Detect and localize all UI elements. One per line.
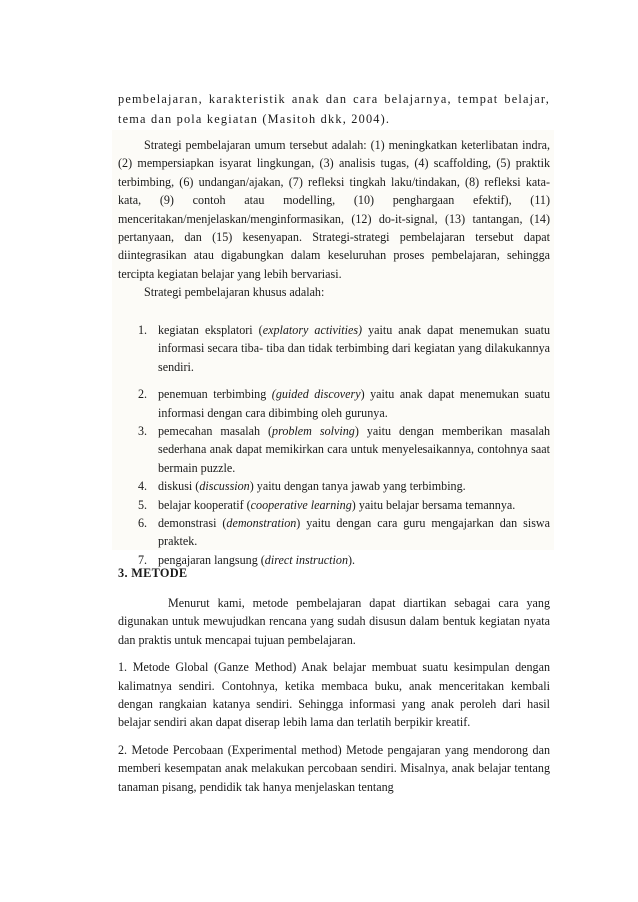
list-item bbox=[118, 496, 550, 514]
general-strategy-paragraph: Strategi pembelajaran umum tersebut adalah: (1) meningkatkan keterlibatan indra, (2) mempersiapkan isyarat lingkungan, (3) analisis tugas, (4) scaffolding, (5) praktik terbimbing, (6) undangan/ajakan, (7) refleksi tingkah laku/tindakan, (8) refleksi kata-kata, (9) contoh atau modelling, (10) penghargaan efektif), (11) menceritakan/menjelaskan/menginformasikan, (12) do-it-signal, (13) tantangan, (14) pertanyaan, dan (15) kesenyapan. Strategi-strategi pembelajaran tersebut dapat diintegrasikan atau digabungkan dalam keseluruhan proses pembelajaran, sehingga tercipta kegiatan belajar yang lebih bervariasi. bbox=[118, 138, 550, 281]
list-item-term: demonstration bbox=[226, 516, 297, 531]
special-strategy-list bbox=[118, 321, 550, 569]
special-strategy-intro: Strategi pembelajaran khusus adalah: bbox=[144, 285, 325, 299]
list-item-text: ) yaitu belajar bersama temannya. bbox=[351, 497, 516, 512]
method-section-body bbox=[118, 594, 550, 805]
list-item-term: problem solving bbox=[272, 424, 355, 439]
list-item-number: 6. bbox=[138, 516, 148, 531]
list-item-text: kegiatan eksplatori ( bbox=[158, 323, 263, 337]
section-heading: 3. METODE bbox=[118, 566, 188, 580]
list-item-text: demonstrasi ( bbox=[158, 516, 227, 531]
list-item-text: ) yaitu dengan memberikan masalah sederhana anak dapat memikirkan cara untuk menyelesaikannya, contohnya saat bermain puzzle. bbox=[158, 424, 550, 475]
list-item-text: penemuan terbimbing bbox=[158, 387, 272, 402]
list-item bbox=[118, 385, 550, 422]
method-experiment-paragraph: 2. Metode Percobaan (Experimental method) Metode pengajaran yang mendorong dan memberi kesempatan anak melakukan percobaan sendiri. Misalnya, anak belajar tentang tanaman pisang, pendidik tak hanya menjelaskan tentang bbox=[118, 742, 550, 794]
list-item-number: 1. bbox=[138, 323, 148, 337]
list-item bbox=[118, 477, 550, 495]
list-item-text: pengajaran langsung ( bbox=[158, 552, 265, 567]
method-intro-paragraph: Menurut kami, metode pembelajaran dapat diartikan sebagai cara yang digunakan untuk mewujudkan rencana yang sudah disusun dalam bentuk kegiatan nyata dan praktis untuk mencapai tujuan pembelajaran. bbox=[118, 596, 550, 647]
list-item-term: explatory activities) bbox=[262, 323, 363, 337]
list-item-text: ) yaitu anak dapat menemukan suatu informasi dengan cara dibimbing oleh gurunya. bbox=[158, 387, 550, 420]
list-item-term: discussion bbox=[199, 479, 250, 494]
list-item bbox=[118, 422, 550, 477]
list-item-text: pemecahan masalah ( bbox=[158, 424, 273, 439]
list-item-number: 2. bbox=[138, 387, 148, 402]
list-item-text: ). bbox=[348, 552, 356, 567]
list-item-number: 4. bbox=[138, 479, 148, 494]
list-item-text: ) yaitu dengan cara guru mengajarkan dan siswa praktek. bbox=[158, 516, 550, 549]
list-item-text: belajar kooperatif ( bbox=[158, 497, 251, 512]
list-item-term: direct instruction bbox=[264, 552, 348, 567]
list-item-number: 3. bbox=[138, 424, 148, 439]
list-item-number: 7. bbox=[138, 552, 148, 567]
list-item-text: ) yaitu dengan tanya jawab yang terbimbing. bbox=[249, 479, 466, 494]
list-item-term: cooperative learning bbox=[250, 497, 352, 512]
list-item-term: (guided discovery bbox=[271, 387, 361, 402]
list-item bbox=[118, 514, 550, 551]
list-item-text: diskusi ( bbox=[158, 479, 200, 494]
intro-paragraph: pembelajaran, karakteristik anak dan cara belajarnya, tempat belajar, tema dan pola kegiatan (Masitoh dkk, 2004). bbox=[118, 92, 550, 126]
method-global-paragraph: 1. Metode Global (Ganze Method) Anak belajar membuat suatu kesimpulan dengan kalimatnya sendiri. Contohnya, ketika membaca buku, anak menceritakan kembali dengan rangkaian katanya sendiri. Sehingga informasi yang anak peroleh dari hasil belajar sendiri akan dapat diserap lebih lama dan terlatih berpikir kreatif. bbox=[118, 660, 550, 730]
list-item bbox=[118, 321, 550, 376]
list-item-number: 5. bbox=[138, 497, 148, 512]
list-item-text: yaitu anak dapat menemukan suatu informasi secara tiba- tiba dan tidak terbimbing dari kegiatan yang dilakukannya sendiri. bbox=[158, 323, 550, 374]
